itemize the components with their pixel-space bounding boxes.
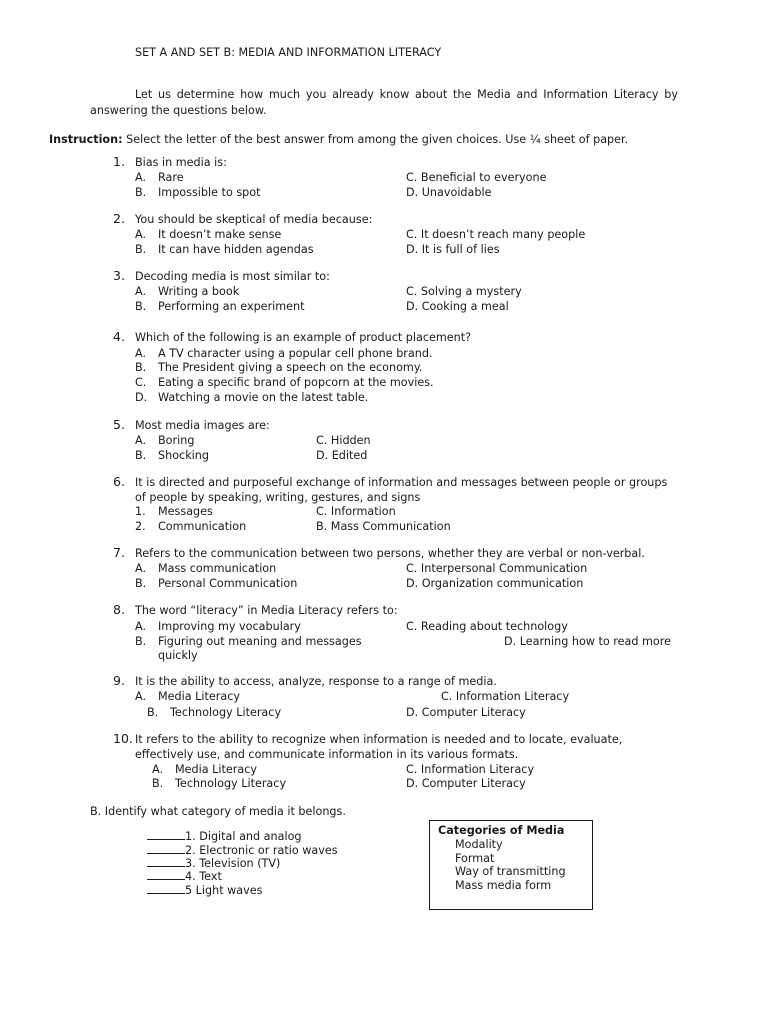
choice-text: D. Edited: [316, 449, 368, 462]
choice-letter: 2.: [135, 520, 146, 533]
choice-text: D. Organization communication: [406, 577, 584, 590]
choice-text: Eating a specific brand of popcorn at the movies.: [158, 376, 434, 389]
category-item: Mass media form: [455, 879, 552, 892]
choice-text: C. Reading about technology: [406, 620, 568, 633]
answer-blank[interactable]: [147, 828, 185, 840]
page-title: SET A AND SET B: MEDIA AND INFORMATION LITERACY: [135, 46, 442, 59]
choice-text: C. Information Literacy: [406, 763, 535, 776]
choice-text: D. Learning how to read more: [504, 635, 672, 648]
list-item-text: 1. Digital and analog: [185, 830, 302, 843]
instruction-text: Select the letter of the best answer from among the given choices. Use ¼ sheet of paper.: [122, 133, 629, 146]
categories-title: Categories of Media: [438, 824, 565, 837]
choice-text: Technology Literacy: [170, 706, 282, 719]
choice-text: Communication: [158, 520, 247, 533]
choice-text: Mass communication: [158, 562, 277, 575]
choice-text: Messages: [158, 505, 213, 518]
choice-text: C. Hidden: [316, 434, 371, 447]
question-text: Most media images are:: [135, 419, 270, 432]
instruction-label: Instruction:: [49, 133, 123, 146]
choice-letter: B.: [135, 361, 147, 374]
choice-letter: B.: [135, 449, 147, 462]
choice-letter: 1.: [135, 505, 146, 518]
question-number: 4.: [113, 329, 125, 344]
answer-blank[interactable]: [147, 868, 185, 880]
choice-text: D. Computer Literacy: [406, 706, 526, 719]
choice-letter: A.: [135, 620, 147, 633]
list-item-text: 2. Electronic or ratio waves: [185, 844, 338, 857]
choice-text: It doesn’t make sense: [158, 228, 282, 241]
category-item: Format: [455, 852, 495, 865]
question-number: 10.: [113, 731, 133, 746]
choice-letter: B.: [152, 777, 164, 790]
choice-letter: D.: [135, 391, 148, 404]
choice-text: Technology Literacy: [175, 777, 287, 790]
choice-text: D. It is full of lies: [406, 243, 500, 256]
choice-letter: B.: [135, 243, 147, 256]
choice-text: Performing an experiment: [158, 300, 305, 313]
choice-letter: A.: [135, 690, 147, 703]
choice-text: Personal Communication: [158, 577, 298, 590]
list-item-text: 3. Television (TV): [185, 857, 281, 870]
question-text: It is directed and purposeful exchange of information and messages between people or groups: [135, 476, 668, 489]
question-number: 8.: [113, 602, 125, 617]
part-b-heading: B. Identify what category of media it belongs.: [90, 805, 346, 818]
list-item-text: 4. Text: [185, 870, 222, 883]
choice-letter: A.: [135, 171, 147, 184]
choice-letter: B.: [135, 300, 147, 313]
question-text: Refers to the communication between two persons, whether they are verbal or non-verbal.: [135, 547, 645, 560]
question-number: 3.: [113, 268, 125, 283]
intro-line-1: Let us determine how much you already know about the Media and Information Literacy by: [135, 88, 678, 101]
question-text-continued: effectively use, and communicate information in its various formats.: [135, 748, 519, 761]
question-number: 1.: [113, 154, 125, 169]
intro-line-2: answering the questions below.: [90, 104, 267, 117]
answer-blank[interactable]: [147, 842, 185, 854]
choice-text: Media Literacy: [158, 690, 240, 703]
choice-text: D. Unavoidable: [406, 186, 492, 199]
answer-blank[interactable]: [147, 882, 185, 894]
choice-text: C. Information: [316, 505, 396, 518]
choice-letter: B.: [135, 186, 147, 199]
question-number: 6.: [113, 474, 125, 489]
question-text: It refers to the ability to recognize when information is needed and to locate, evaluate,: [135, 733, 623, 746]
question-text-continued: of people by speaking, writing, gestures, and signs: [135, 491, 421, 504]
question-text: It is the ability to access, analyze, response to a range of media.: [135, 675, 497, 688]
choice-letter: A.: [135, 434, 147, 447]
choice-text: C. It doesn’t reach many people: [406, 228, 586, 241]
choice-text: Improving my vocabulary: [158, 620, 301, 633]
question-text: Decoding media is most similar to:: [135, 270, 330, 283]
choice-text: C. Information Literacy: [441, 690, 570, 703]
choice-letter: C.: [135, 376, 147, 389]
instruction: [49, 133, 628, 147]
question-number: 7.: [113, 545, 125, 560]
choice-text: It can have hidden agendas: [158, 243, 314, 256]
choice-text: Rare: [158, 171, 184, 184]
list-item: [147, 882, 263, 898]
choice-text: C. Beneficial to everyone: [406, 171, 547, 184]
choice-text: The President giving a speech on the economy.: [158, 361, 423, 374]
choice-letter: A.: [135, 562, 147, 575]
choice-text-continued: quickly: [158, 649, 198, 662]
choice-text: Shocking: [158, 449, 209, 462]
question-text: The word “literacy” in Media Literacy refers to:: [135, 604, 398, 617]
choice-text: Figuring out meaning and messages: [158, 635, 362, 648]
question-number: 5.: [113, 417, 125, 432]
question-text: You should be skeptical of media because:: [135, 213, 373, 226]
choice-text: B. Mass Communication: [316, 520, 451, 533]
choice-text: Boring: [158, 434, 195, 447]
choice-letter: B.: [135, 635, 147, 648]
choice-letter: B.: [147, 706, 159, 719]
choice-text: A TV character using a popular cell phone brand.: [158, 347, 433, 360]
choice-text: Impossible to spot: [158, 186, 261, 199]
list-item-text: 5 Light waves: [185, 884, 263, 897]
choice-text: Media Literacy: [175, 763, 257, 776]
category-item: Modality: [455, 838, 503, 851]
answer-blank[interactable]: [147, 855, 185, 867]
choice-letter: B.: [135, 577, 147, 590]
choice-letter: A.: [152, 763, 164, 776]
choice-letter: A.: [135, 285, 147, 298]
choice-text: C. Interpersonal Communication: [406, 562, 588, 575]
choice-letter: A.: [135, 347, 147, 360]
choice-text: D. Computer Literacy: [406, 777, 526, 790]
question-number: 2.: [113, 211, 125, 226]
choice-text: Writing a book: [158, 285, 240, 298]
question-number: 9.: [113, 673, 125, 688]
question-text: Bias in media is:: [135, 156, 227, 169]
choice-text: Watching a movie on the latest table.: [158, 391, 369, 404]
choice-letter: A.: [135, 228, 147, 241]
question-text: Which of the following is an example of product placement?: [135, 331, 472, 344]
choice-text: C. Solving a mystery: [406, 285, 522, 298]
choice-text: D. Cooking a meal: [406, 300, 509, 313]
category-item: Way of transmitting: [455, 865, 566, 878]
